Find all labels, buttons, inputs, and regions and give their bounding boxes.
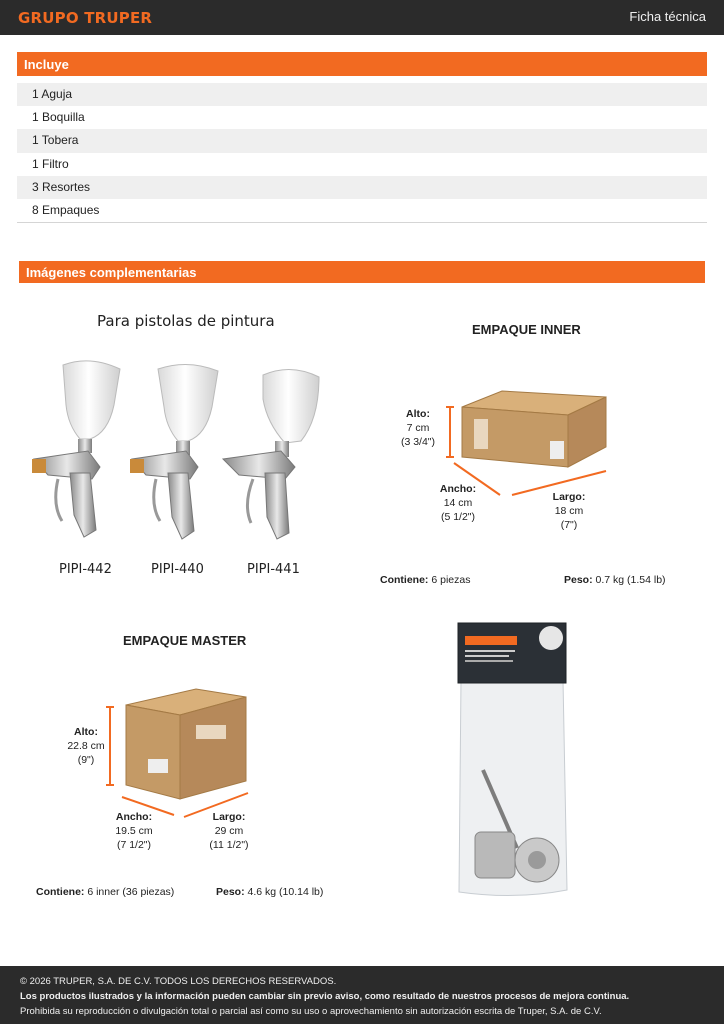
inner-contents xyxy=(380,574,470,586)
list-item: 1 Tobera xyxy=(17,129,707,152)
document-type: Ficha técnica xyxy=(629,9,706,24)
disclaimer-text: Los productos ilustrados y la información pueden cambiar sin previo aviso, como resultado de nuestros procesos de mejora continua. xyxy=(20,991,630,1002)
inner-alto-imperial: (3 3/4") xyxy=(400,436,436,448)
list-divider xyxy=(17,222,707,223)
master-alto-label: Alto: xyxy=(74,726,98,738)
list-item: 8 Empaques xyxy=(17,199,707,222)
includes-list xyxy=(17,83,707,223)
top-bar xyxy=(0,0,724,35)
master-ancho xyxy=(112,810,156,852)
inner-package-title: EMPAQUE INNER xyxy=(472,322,581,337)
inner-weight-value: 0.7 kg (1.54 lb) xyxy=(595,574,666,586)
inner-largo xyxy=(548,490,590,532)
master-largo xyxy=(206,810,252,852)
includes-title: Incluye xyxy=(24,56,69,72)
master-alto-imperial: (9") xyxy=(77,754,95,766)
inner-weight xyxy=(564,574,666,586)
images-header xyxy=(19,261,705,283)
master-alto xyxy=(66,725,106,767)
inner-contents-value: 6 piezas xyxy=(431,574,471,586)
brand-logo: GRUPO TRUPER xyxy=(18,9,153,27)
master-ancho-imperial: (7 1/2") xyxy=(116,839,152,851)
inner-ancho-imperial: (5 1/2") xyxy=(440,511,476,523)
inner-alto-label: Alto: xyxy=(406,408,430,420)
spray-gun-3 xyxy=(223,369,319,539)
includes-header xyxy=(17,52,707,76)
spray-gun-2 xyxy=(130,364,218,539)
master-ancho-metric: 19.5 cm xyxy=(115,825,153,837)
product-package-image xyxy=(455,620,570,900)
images-title: Imágenes complementarias xyxy=(26,264,197,280)
model-label: PIPI-442 xyxy=(59,562,112,577)
copyright-text: © 2026 TRUPER, S.A. DE C.V. TODOS LOS DERECHOS RESERVADOS. xyxy=(20,976,337,987)
master-contents-label: Contiene: xyxy=(36,886,85,898)
master-largo-metric: 29 cm xyxy=(214,825,244,837)
inner-contents-label: Contiene: xyxy=(380,574,429,586)
spray-guns-image xyxy=(28,355,328,550)
inner-ancho-metric: 14 cm xyxy=(443,497,473,509)
model-label: PIPI-441 xyxy=(247,562,300,577)
list-item: 1 Filtro xyxy=(17,153,707,176)
guns-title: Para pistolas de pintura xyxy=(97,312,275,330)
master-weight xyxy=(216,886,323,898)
inner-alto-metric: 7 cm xyxy=(406,422,430,434)
model-label: PIPI-440 xyxy=(151,562,204,577)
master-weight-label: Peso: xyxy=(216,886,245,898)
inner-ancho xyxy=(436,482,480,524)
inner-largo-metric: 18 cm xyxy=(554,505,584,517)
master-largo-imperial: (11 1/2") xyxy=(209,839,249,851)
list-item: 1 Aguja xyxy=(17,83,707,106)
master-contents xyxy=(36,886,174,898)
master-package-title: EMPAQUE MASTER xyxy=(123,633,247,648)
list-item: 1 Boquilla xyxy=(17,106,707,129)
legal-text: Prohibida su reproducción o divulgación total o parcial así como su uso o aprovechamiento sin autorización escrita de Truper, S.A. de C.V. xyxy=(20,1006,602,1017)
inner-largo-label: Largo: xyxy=(552,491,586,503)
master-alto-metric: 22.8 cm xyxy=(67,740,105,752)
inner-largo-imperial: (7") xyxy=(560,519,578,531)
inner-alto xyxy=(398,407,438,449)
master-largo-label: Largo: xyxy=(212,811,246,823)
spray-gun-1 xyxy=(32,361,120,537)
master-contents-value: 6 inner (36 piezas) xyxy=(87,886,175,898)
footer xyxy=(0,966,724,1024)
list-item: 3 Resortes xyxy=(17,176,707,199)
inner-ancho-label: Ancho: xyxy=(439,483,477,495)
master-weight-value: 4.6 kg (10.14 lb) xyxy=(247,886,324,898)
inner-weight-label: Peso: xyxy=(564,574,593,586)
master-box-image xyxy=(100,685,260,825)
master-ancho-label: Ancho: xyxy=(115,811,153,823)
